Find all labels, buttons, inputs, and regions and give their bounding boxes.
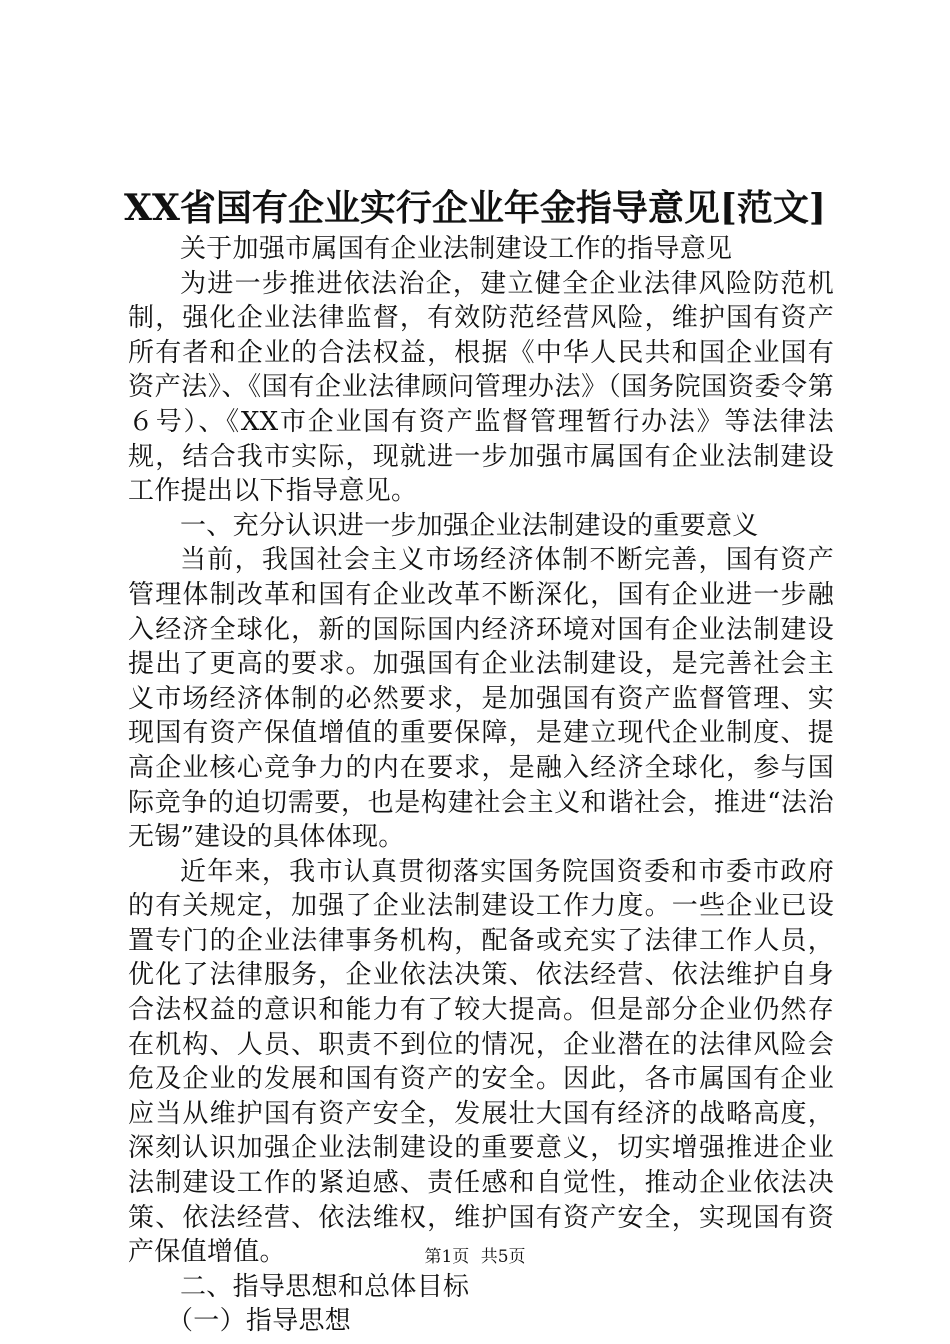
section-heading-1: 一、充分认识进一步加强企业法制建设的重要意义 bbox=[180, 510, 759, 541]
paragraph-significance: 当前，我国社会主义市场经济体制不断完善，国有资产管理体制改革和国有企业改革不断深化，国有企业进一步融入经济全球化，新的国际国内经济环境对国有企业法制建设提出了更高的要求。加强国有企业法制建设，是完善社会主义市场经济体制的必然要求，是加强国有资产监督管理、实现国有资产保值增值的重要保障，是建立现代企业制度、提高企业核心竞争力的内在要求，是融入经济全球化，参与国际竞争的迫切需要，也是构建社会主义和谐社会，推进“法治无锡”建设的具体体现。 bbox=[128, 545, 834, 853]
document-title: XX省国有企业实行企业年金指导意见[范文] bbox=[124, 187, 826, 229]
page-footer bbox=[0, 1246, 950, 1268]
document-body bbox=[128, 232, 834, 1339]
paragraph-recent-years: 近年来，我市认真贯彻落实国务院国资委和市委市政府的有关规定，加强了企业法制建设工作力度。一些企业已设置专门的企业法律事务机构，配备或充实了法律工作人员，优化了法律服务，企业依法决策、依法经营、依法维护自身合法权益的意识和能力有了较大提高。但是部分企业仍然存在机构、人员、职责不到位的情况，企业潜在的法律风险会危及企业的发展和国有资产的安全。因此，各市属国有企业应当从维护国有资产安全，发展壮大国有经济的战略高度，深刻认识加强企业法制建设的重要意义，切实增强推进企业法制建设工作的紧迫感、责任感和自觉性，推动企业依法决策、依法经营、依法维权，维护国有资产安全，实现国有资产保值增值。 bbox=[128, 856, 834, 1268]
page-total: 共5页 bbox=[480, 1247, 526, 1267]
paragraph-intro: 为进一步推进依法治企，建立健全企业法律风险防范机制，强化企业法律监督，有效防范经营风险，维护国有资产所有者和企业的合法权益，根据《中华人民共和国企业国有资产法》、《国有企业法律顾问管理办法》（国务院国资委令第６号）、《XX市企业国有资产监督管理暂行办法》等法律法规，结合我市实际，现就进一步加强市属国有企业法制建设工作提出以下指导意见。 bbox=[128, 268, 834, 507]
paragraph-heading: 关于加强市属国有企业法制建设工作的指导意见 bbox=[180, 234, 733, 264]
section-heading-2: 二、指导思想和总体目标 bbox=[180, 1271, 470, 1302]
page-number: 第1页 bbox=[424, 1247, 470, 1267]
subsection-heading-1: （一）指导思想 bbox=[167, 1306, 352, 1337]
